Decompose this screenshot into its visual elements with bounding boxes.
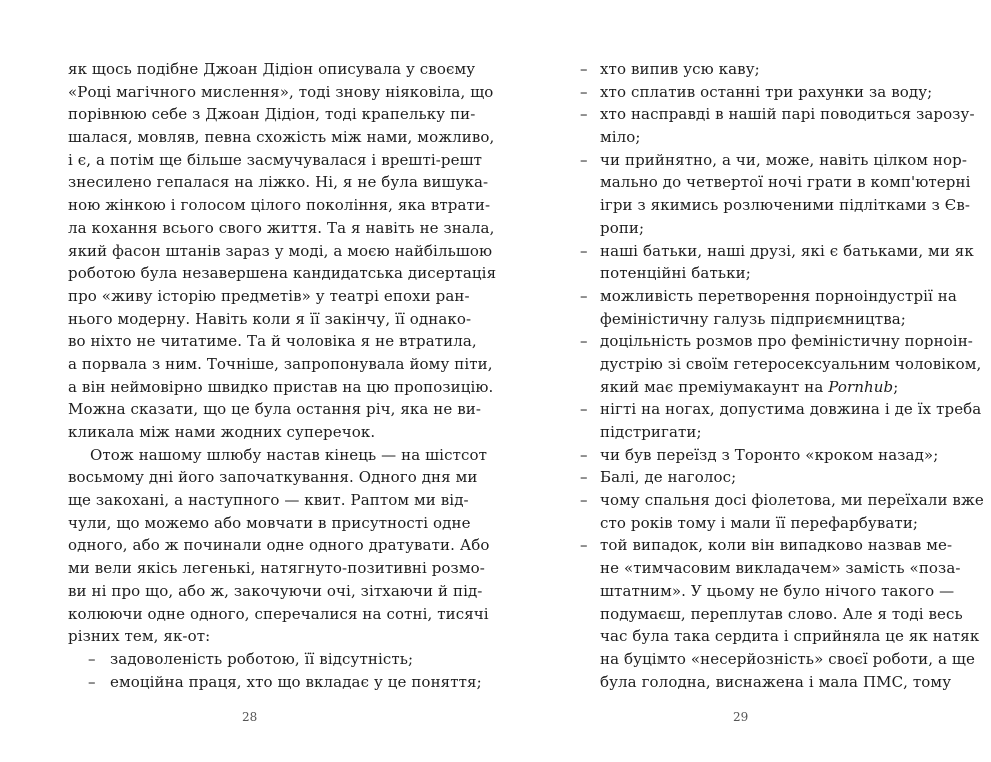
text-line: а порвала з ним. Точніше, запропонувала йому піти, [68,354,493,373]
dash-bullet: – [580,105,588,124]
list-item [68,648,430,671]
list-item-continuation [580,557,961,580]
list-item-text: час була така сердита і сприйняла це як натяк [600,627,980,646]
list-item-continuation [580,580,955,603]
list-item-continuation [580,625,980,648]
dash-bullet: – [580,332,588,351]
italic-brand-name: Pornhub [828,377,894,396]
list-item-text: мально до четвертої ночі грати в комп'ютерні [600,173,971,192]
dash-bullet: – [580,60,588,78]
list-item-text: дустрію зі своїм гетеросексуальним чоловіком, [600,354,982,373]
list-item-text: Балі, де наголос; [600,468,737,487]
list-item [580,240,974,263]
list-item-continuation [580,512,922,535]
list-item-text: штатним». У цьому не було нічого такого — [600,581,955,600]
list-item [580,149,967,172]
paragraph-1 [68,58,497,444]
list-item-text: чи був переїзд з Торонто «кроком назад»; [600,445,939,464]
list-item [580,489,984,512]
dash-bullet: – [580,536,588,555]
list-item-text: на буцімто «несерйозність» своєї роботи, а ще [600,649,975,668]
text-line: кликала між нами жодних суперечок. [68,423,376,441]
list-item-continuation [580,194,971,217]
page-number-left: 28 [242,710,258,724]
list-item-continuation [580,671,952,694]
list-item-text: чому спальня досі фіолетова, ми переїхали вже [600,491,984,510]
list-item-text: той випадок, коли він випадково назвав ме- [600,536,953,555]
text-line: порівнюю себе з Джоан Дідіон, тоді крапельку пи- [68,105,476,124]
list-item-text: була голодна, виснажена і мала ПМС, тому [600,672,952,691]
list-item-text: хто насправді в нашій парі поводиться зарозу- [600,105,975,124]
text-line: нього модерну. Навіть коли я її закінчу, її однако- [68,309,472,328]
text-line: колюючи одне одного, сперечалися на сотні, тисячі [68,604,489,623]
list-item [580,466,922,489]
text-line: знесилено гепалася на ліжко. Ні, я не була вишука- [68,173,489,192]
list-item-text: ігри з якимись розлюченими підлітками з Єв- [600,196,971,215]
list-item [580,444,939,467]
list-item-text: не «тимчасовим викладачем» замість «поза- [600,559,961,578]
list-item-continuation [580,648,975,671]
page-number-right: 29 [733,710,749,724]
text-line: «Році магічного мислення», тоді знову ніяковіла, що [68,82,494,101]
punctuation: ; [893,377,899,396]
list-item-continuation [580,353,982,376]
list-item-continuation [580,262,922,285]
text-line: роботою була незавершена кандидатська дисертація [68,264,497,283]
list-item-text: чи прийнятно, а чи, може, навіть цілком нор- [600,150,967,169]
paragraph-2 [68,444,490,648]
dash-bullet: – [580,491,588,510]
list-item-text: нігті на ногах, допустима довжина і де їх треба [600,400,982,419]
list-item-text: наші батьки, наші друзі, які є батьками, ми як [600,241,974,260]
dash-bullet: – [580,241,588,260]
list-item-text: потенційні батьки; [600,264,751,283]
text-line: як щось подібне Джоан Дідіон описувала у своєму [68,60,476,78]
list-item-text: можливість перетворення порноіндустрії на [600,286,957,305]
text-line: чули, що можемо або мовчати в присутності одне [68,513,471,532]
list-item-text: міло; [600,128,641,147]
text-line: і є, а потім ще більше засмучувалася і врешті-решт [68,150,483,169]
list-item-text: феміністичну галузь підприємництва; [600,309,906,328]
text-line: восьмому дні його започаткування. Одного дня ми [68,468,478,487]
dash-bullet: – [580,150,588,169]
text-line: ще закохані, а наступного — квит. Раптом ми від- [68,491,469,510]
list-item-text: задоволеність роботою, її відсутність; [110,649,414,668]
dash-bullet: – [580,468,588,487]
text-line: а він неймовірно швидко пристав на цю пропозицію. [68,377,494,396]
text-line: ми вели якісь легенькі, натягнуто-позитивні розмо- [68,559,485,578]
list-item-text: ропи; [600,218,645,237]
list-item-text: хто випив усю каву; [600,60,760,78]
list-item-text: подумаєш, переплутав слово. Але я тоді весь [600,604,963,623]
list-item [580,330,973,353]
list-item [580,58,922,81]
list-item-continuation [580,217,922,240]
list-item [580,81,933,104]
list-item-text: сто років тому і мали її перефарбувати; [600,513,919,532]
text-line: ла кохання всього свого життя. Та я навіть не знала, [68,218,495,237]
list-item-text: хто сплатив останні три рахунки за воду; [600,82,933,101]
text-line: різних тем, як-от: [68,627,211,646]
topic-list-start [68,648,482,693]
dash-bullet: – [580,286,588,305]
text-line: Можна сказати, що це була остання річ, яка не ви- [68,400,482,419]
list-item-continuation [580,421,922,444]
text-line: одного, або ж починали одне одного дратувати. Або [68,536,490,555]
list-item-continuation [580,308,922,331]
dash-bullet: – [88,649,96,668]
text-line: ною жінкою і голосом цілого покоління, яка втрати- [68,196,491,215]
dash-bullet: – [580,445,588,464]
text-line: Отож нашому шлюбу настав кінець — на шістсот [90,445,487,464]
list-item-continuation [580,603,963,626]
list-item-text: доцільність розмов про феміністичну порноін- [600,332,973,351]
list-item-text: підстригати; [600,423,702,441]
list-item-continuation [580,126,922,149]
left-page [68,58,497,693]
list-item [68,671,482,694]
text-line: про «живу історію предметів» у театрі епохи ран- [68,286,470,305]
text-line: шалася, мовляв, певна схожість між нами, можливо, [68,128,495,147]
list-item [580,103,975,126]
dash-bullet: – [88,672,96,691]
dash-bullet: – [580,82,588,101]
topic-list-continued [580,58,984,693]
list-item [580,534,953,557]
right-page [580,58,984,693]
text-line: ви ні про що, або ж, закочуючи очі, зітхаючи й під- [68,581,483,600]
list-item-continuation [580,171,971,194]
list-item-text: який має преміумакаунт на [600,377,829,396]
list-item [580,285,957,308]
dash-bullet: – [580,400,588,419]
text-line: який фасон штанів зараз у моді, а моєю найбільшою [68,241,493,260]
list-item-text: емоційна праця, хто що вкладає у це поняття; [110,672,482,691]
text-line: во ніхто не читатиме. Та й чоловіка я не втратила, [68,332,477,351]
list-item [580,398,982,421]
list-item-continuation [580,376,922,399]
